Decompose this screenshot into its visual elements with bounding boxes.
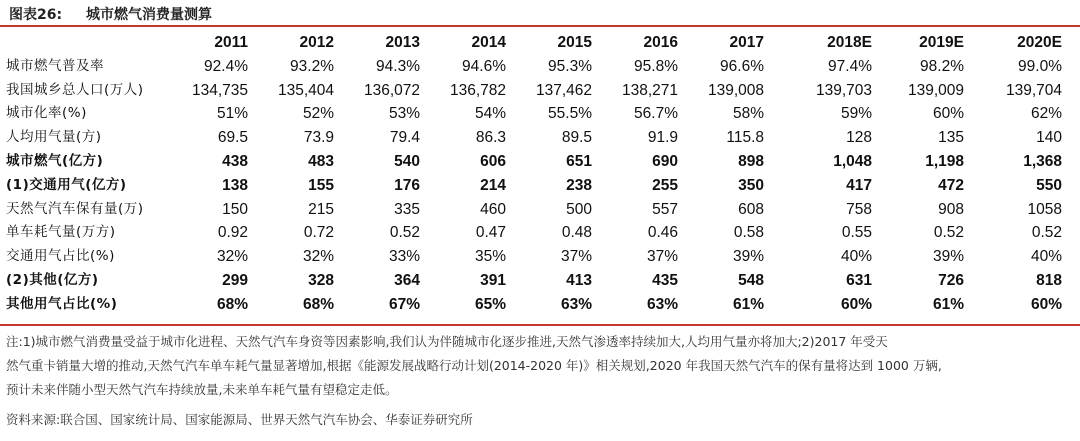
table-cell: 548 (738, 271, 764, 289)
table-cell: 96.6% (720, 57, 764, 75)
table-cell: 818 (1036, 271, 1062, 289)
row-label: 其他用气占比(%) (6, 295, 118, 312)
table-row (0, 102, 1070, 126)
table-cell: 65% (474, 295, 506, 313)
gas-consumption-table (0, 31, 1070, 317)
table-cell: 33% (388, 248, 420, 266)
table-cell: 364 (394, 271, 420, 289)
table-cell: 238 (566, 176, 592, 194)
table-cell: 350 (738, 176, 764, 194)
table-cell: 40% (1030, 248, 1062, 266)
table-cell: 53% (388, 105, 420, 123)
table-body (0, 55, 1070, 317)
table-cell: 0.52 (1031, 224, 1062, 242)
table-cell: 155 (308, 176, 334, 194)
table-cell: 92.4% (204, 57, 248, 75)
table-cell: 726 (938, 271, 964, 289)
table-cell: 1058 (1027, 200, 1062, 218)
table-cell: 176 (394, 176, 420, 194)
table-cell: 135 (938, 129, 964, 147)
row-label: 单车耗气量(万方) (6, 224, 116, 241)
table-cell: 52% (302, 105, 334, 123)
bottom-divider (0, 324, 1080, 326)
table-cell: 651 (566, 152, 592, 170)
table-cell: 1,368 (1023, 152, 1062, 170)
table-row (0, 174, 1070, 198)
table-cell: 898 (738, 152, 764, 170)
table-cell: 89.5 (561, 129, 592, 147)
table-cell: 417 (846, 176, 872, 194)
table-cell: 606 (480, 152, 506, 170)
table-cell: 631 (846, 271, 872, 289)
table-header-row (0, 31, 1070, 55)
table-cell: 91.9 (647, 129, 678, 147)
row-label: 城市燃气普及率 (6, 57, 104, 74)
table-cell: 95.8% (634, 57, 678, 75)
table-cell: 60% (840, 295, 872, 313)
table-cell: 215 (308, 200, 334, 218)
table-cell: 140 (1036, 129, 1062, 147)
figure-number: 图表26: (9, 7, 63, 23)
column-header: 2014 (471, 34, 506, 51)
table-cell: 0.47 (475, 224, 506, 242)
table-cell: 32% (216, 248, 248, 266)
table-cell: 60% (1030, 295, 1062, 313)
table-row (0, 198, 1070, 222)
table-cell: 40% (840, 248, 872, 266)
table-cell: 62% (1030, 105, 1062, 123)
table-cell: 86.3 (475, 129, 506, 147)
table-cell: 35% (474, 248, 506, 266)
table-cell: 139,008 (707, 81, 764, 99)
column-header: 2013 (385, 34, 420, 51)
table-cell: 483 (308, 152, 334, 170)
table-cell: 137,462 (535, 81, 592, 99)
column-header: 2012 (299, 34, 334, 51)
table-cell: 68% (216, 295, 248, 313)
table-cell: 0.72 (303, 224, 334, 242)
table-notes (6, 330, 1072, 402)
table-cell: 136,782 (449, 81, 506, 99)
table-cell: 139,009 (907, 81, 964, 99)
row-label: 城市化率(%) (6, 105, 87, 122)
table-cell: 139,703 (815, 81, 872, 99)
table-cell: 59% (840, 105, 872, 123)
table-row (0, 221, 1070, 245)
table-cell: 37% (646, 248, 678, 266)
column-header: 2011 (214, 34, 248, 51)
table-cell: 460 (480, 200, 506, 218)
table-row (0, 269, 1070, 293)
table-cell: 1,198 (925, 152, 964, 170)
table-row (0, 79, 1070, 103)
table-cell: 500 (566, 200, 592, 218)
note-line: 然气重卡销量大增的推动,天然气汽车单车耗气量显著增加,根据《能源发展战略行动计划(2014-2020 年)》相关规划,2020 年我国天然气汽车的保有量将达到 1000 万辆, (6, 358, 942, 373)
table-cell: 550 (1036, 176, 1062, 194)
table-cell: 214 (480, 176, 506, 194)
row-label: 交通用气占比(%) (6, 248, 115, 265)
table-cell: 391 (480, 271, 506, 289)
table-cell: 39% (932, 248, 964, 266)
table-cell: 0.55 (841, 224, 872, 242)
column-header: 2019E (919, 34, 964, 51)
table-cell: 63% (560, 295, 592, 313)
note-line: 预计未来伴随小型天然气汽车持续放量,未来单车耗气量有望稳定走低。 (6, 382, 398, 397)
table-cell: 335 (394, 200, 420, 218)
top-divider (0, 25, 1080, 27)
table-cell: 55.5% (548, 105, 592, 123)
table-row (0, 150, 1070, 174)
table-cell: 255 (652, 176, 678, 194)
table-cell: 138,271 (621, 81, 678, 99)
row-label: 人均用气量(方) (6, 129, 102, 146)
table-cell: 438 (222, 152, 248, 170)
table-row (0, 55, 1070, 79)
table-cell: 690 (652, 152, 678, 170)
table-cell: 0.52 (389, 224, 420, 242)
row-label: 我国城乡总人口(万人) (6, 81, 144, 98)
table-cell: 56.7% (634, 105, 678, 123)
row-label: 天然气汽车保有量(万) (6, 200, 144, 217)
table-cell: 0.58 (733, 224, 764, 242)
table-cell: 0.92 (217, 224, 248, 242)
table-cell: 94.3% (376, 57, 420, 75)
row-label: (1)交通用气(亿方) (6, 176, 127, 193)
table-cell: 60% (932, 105, 964, 123)
table-cell: 94.6% (462, 57, 506, 75)
table-cell: 51% (216, 105, 248, 123)
table-cell: 540 (394, 152, 420, 170)
table-cell: 139,704 (1005, 81, 1062, 99)
table-cell: 93.2% (290, 57, 334, 75)
table-cell: 136,072 (363, 81, 420, 99)
table-cell: 135,404 (277, 81, 334, 99)
table-cell: 98.2% (920, 57, 964, 75)
table-cell: 79.4 (389, 129, 420, 147)
table-cell: 115.8 (726, 129, 764, 147)
table-cell: 138 (222, 176, 248, 194)
table-cell: 1,048 (833, 152, 872, 170)
table-cell: 0.52 (933, 224, 964, 242)
header-label-cell (0, 31, 170, 55)
table-cell: 472 (938, 176, 964, 194)
table-row (0, 293, 1070, 317)
table-cell: 128 (846, 129, 872, 147)
table-cell: 54% (474, 105, 506, 123)
table-cell: 63% (646, 295, 678, 313)
table-cell: 328 (308, 271, 334, 289)
figure-title: 城市燃气消费量测算 (86, 7, 212, 23)
table-cell: 435 (652, 271, 678, 289)
table-cell: 69.5 (217, 129, 248, 147)
row-label: 城市燃气(亿方) (6, 152, 104, 169)
table-row (0, 245, 1070, 269)
table-cell: 61% (732, 295, 764, 313)
table-cell: 39% (732, 248, 764, 266)
table-cell: 413 (566, 271, 592, 289)
table-cell: 908 (938, 200, 964, 218)
data-source: 资料来源:联合国、国家统计局、国家能源局、世界天然气汽车协会、华泰证券研究所 (6, 412, 473, 427)
table-cell: 0.48 (561, 224, 592, 242)
table-cell: 37% (560, 248, 592, 266)
table-cell: 299 (222, 271, 248, 289)
table-cell: 99.0% (1018, 57, 1062, 75)
table-cell: 97.4% (828, 57, 872, 75)
column-header: 2015 (557, 34, 592, 51)
table-cell: 68% (302, 295, 334, 313)
table-cell: 150 (222, 200, 248, 218)
table-cell: 73.9 (303, 129, 334, 147)
table-cell: 134,735 (191, 81, 248, 99)
note-line: 注:1)城市燃气消费量受益于城市化进程、天然气汽车身资等因素影响,我们认为伴随城市化逐步推进,天然气渗透率持续加大,人均用气量亦将加大;2)2017 年受天 (6, 334, 888, 349)
table-cell: 557 (652, 200, 678, 218)
figure-title-bar (0, 0, 1080, 26)
column-header: 2016 (643, 34, 678, 51)
column-header: 2017 (729, 34, 764, 51)
table-cell: 61% (932, 295, 964, 313)
row-label: (2)其他(亿方) (6, 271, 99, 288)
table-cell: 758 (846, 200, 872, 218)
table-cell: 32% (302, 248, 334, 266)
table-cell: 0.46 (647, 224, 678, 242)
table-cell: 67% (388, 295, 420, 313)
table-cell: 95.3% (548, 57, 592, 75)
table-row (0, 126, 1070, 150)
column-header: 2018E (827, 34, 872, 51)
table-cell: 608 (738, 200, 764, 218)
table-cell: 58% (732, 105, 764, 123)
column-header: 2020E (1017, 34, 1062, 51)
